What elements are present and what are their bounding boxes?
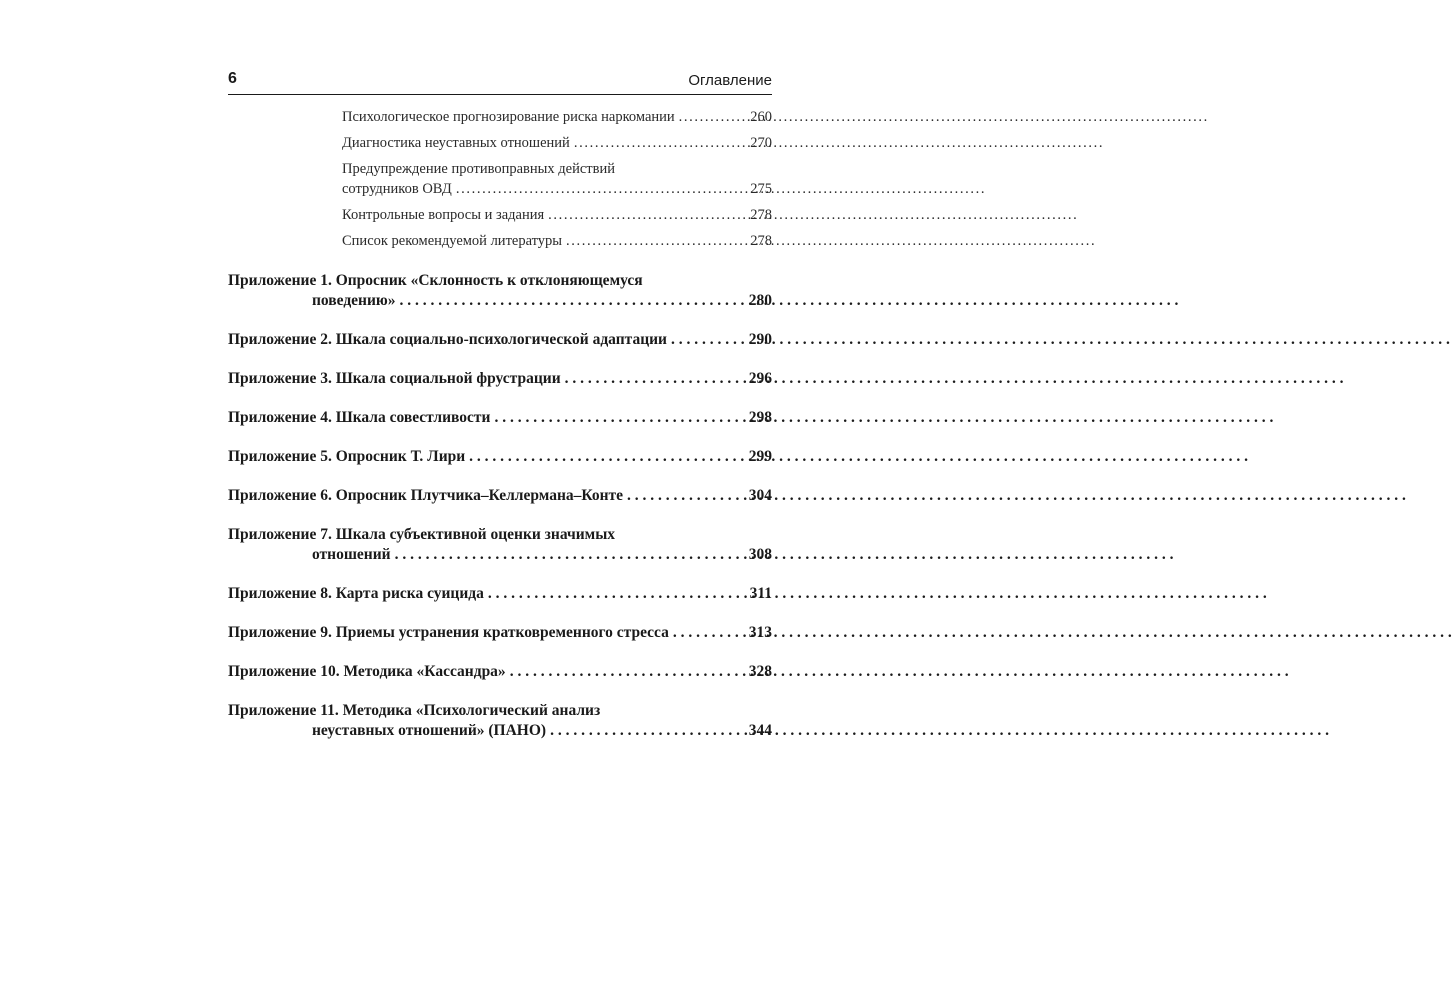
- toc-entry-title-line: Приложение 7. Шкала субъективной оценки значимых: [228, 526, 616, 543]
- table-of-contents: [228, 107, 772, 760]
- toc-entry-title: Приложение 3. Шкала социальной фрустрации: [228, 370, 561, 387]
- section-title: Оглавление: [688, 72, 772, 89]
- toc-entry-title: Приложение 8. Карта риска суицида: [228, 585, 484, 602]
- dot-leader: [395, 545, 745, 565]
- toc-entry-title-line: Приложение 1. Опросник «Склонность к отклоняющемуся: [228, 272, 643, 289]
- toc-page-number: 328: [748, 663, 772, 680]
- dot-leader: [400, 291, 745, 311]
- toc-page-number: 278: [750, 207, 772, 223]
- toc-entry-title: Приложение 4. Шкала совестливости: [228, 409, 491, 426]
- toc-appendix-entry[interactable]: [228, 525, 772, 565]
- toc-appendix-entry[interactable]: [228, 486, 772, 506]
- toc-subentry[interactable]: [342, 205, 772, 225]
- toc-subentry[interactable]: [342, 133, 772, 153]
- toc-page-number: 313: [748, 624, 772, 641]
- toc-page-number: 280: [748, 292, 772, 309]
- toc-appendix-entry[interactable]: [228, 447, 772, 467]
- dot-leader: [679, 107, 747, 127]
- dot-leader: [488, 584, 746, 604]
- toc-page-number: 311: [749, 585, 772, 602]
- toc-page-number: 296: [748, 370, 772, 387]
- dot-leader: [550, 721, 745, 741]
- toc-subentry[interactable]: [342, 231, 772, 251]
- toc-subentry[interactable]: [342, 159, 772, 199]
- toc-appendix-entry[interactable]: [228, 271, 772, 311]
- toc-page-number: 275: [750, 181, 772, 197]
- toc-entry-title: Список рекомендуемой литературы: [342, 233, 563, 249]
- toc-page-number: 290: [748, 331, 772, 348]
- toc-page-number: 304: [748, 487, 772, 504]
- toc-appendix-entry[interactable]: [228, 408, 772, 428]
- dot-leader: [494, 408, 744, 428]
- dot-leader: [548, 205, 746, 225]
- toc-appendix-entry[interactable]: [228, 623, 772, 643]
- dot-leader: [627, 486, 745, 506]
- toc-appendix-entry[interactable]: [228, 330, 772, 350]
- toc-entry-title: отношений: [312, 546, 391, 563]
- dot-leader: [566, 231, 746, 251]
- dot-leader: [565, 369, 745, 389]
- page-number: 6: [228, 70, 237, 87]
- toc-appendix-entry[interactable]: [228, 662, 772, 682]
- toc-entry-title: Приложение 6. Опросник Плутчика–Келлермана–Конте: [228, 487, 624, 504]
- toc-entry-title: Контрольные вопросы и задания: [342, 207, 545, 223]
- toc-appendix-entry[interactable]: [228, 701, 772, 741]
- toc-page-number: 260: [750, 109, 772, 125]
- toc-subentry[interactable]: [342, 107, 772, 127]
- running-header: [228, 70, 772, 95]
- toc-entry-title: неуставных отношений» (ПАНО): [312, 722, 547, 739]
- dot-leader: [456, 179, 746, 199]
- toc-entry-title: Диагностика неуставных отношений: [342, 135, 570, 151]
- toc-entry-title: сотрудников ОВД: [342, 181, 452, 197]
- dot-leader: [671, 330, 745, 350]
- toc-entry-title: Приложение 9. Приемы устранения кратковременного стресса: [228, 624, 669, 641]
- toc-entry-title: Психологическое прогнозирование риска наркомании: [342, 109, 675, 125]
- toc-page-number: 344: [748, 722, 772, 739]
- toc-page-number: 308: [748, 546, 772, 563]
- dot-leader: [469, 447, 745, 467]
- toc-appendix-entry[interactable]: [228, 584, 772, 604]
- toc-entry-title: поведению»: [312, 292, 396, 309]
- toc-page-number: 299: [748, 448, 772, 465]
- toc-entry-title-line: Предупреждение противоправных действий: [342, 161, 615, 177]
- dot-leader: [510, 662, 745, 682]
- toc-entry-title: Приложение 5. Опросник Т. Лири: [228, 448, 466, 465]
- dot-leader: [574, 133, 746, 153]
- toc-entry-title: Приложение 10. Методика «Кассандра»: [228, 663, 506, 680]
- dot-leader: [673, 623, 745, 643]
- toc-appendix-entry[interactable]: [228, 369, 772, 389]
- toc-entry-title: Приложение 2. Шкала социально-психологической адаптации: [228, 331, 667, 348]
- toc-page-number: 270: [750, 135, 772, 151]
- toc-page-number: 298: [748, 409, 772, 426]
- toc-entry-title-line: Приложение 11. Методика «Психологический анализ: [228, 702, 601, 719]
- toc-page-number: 278: [750, 233, 772, 249]
